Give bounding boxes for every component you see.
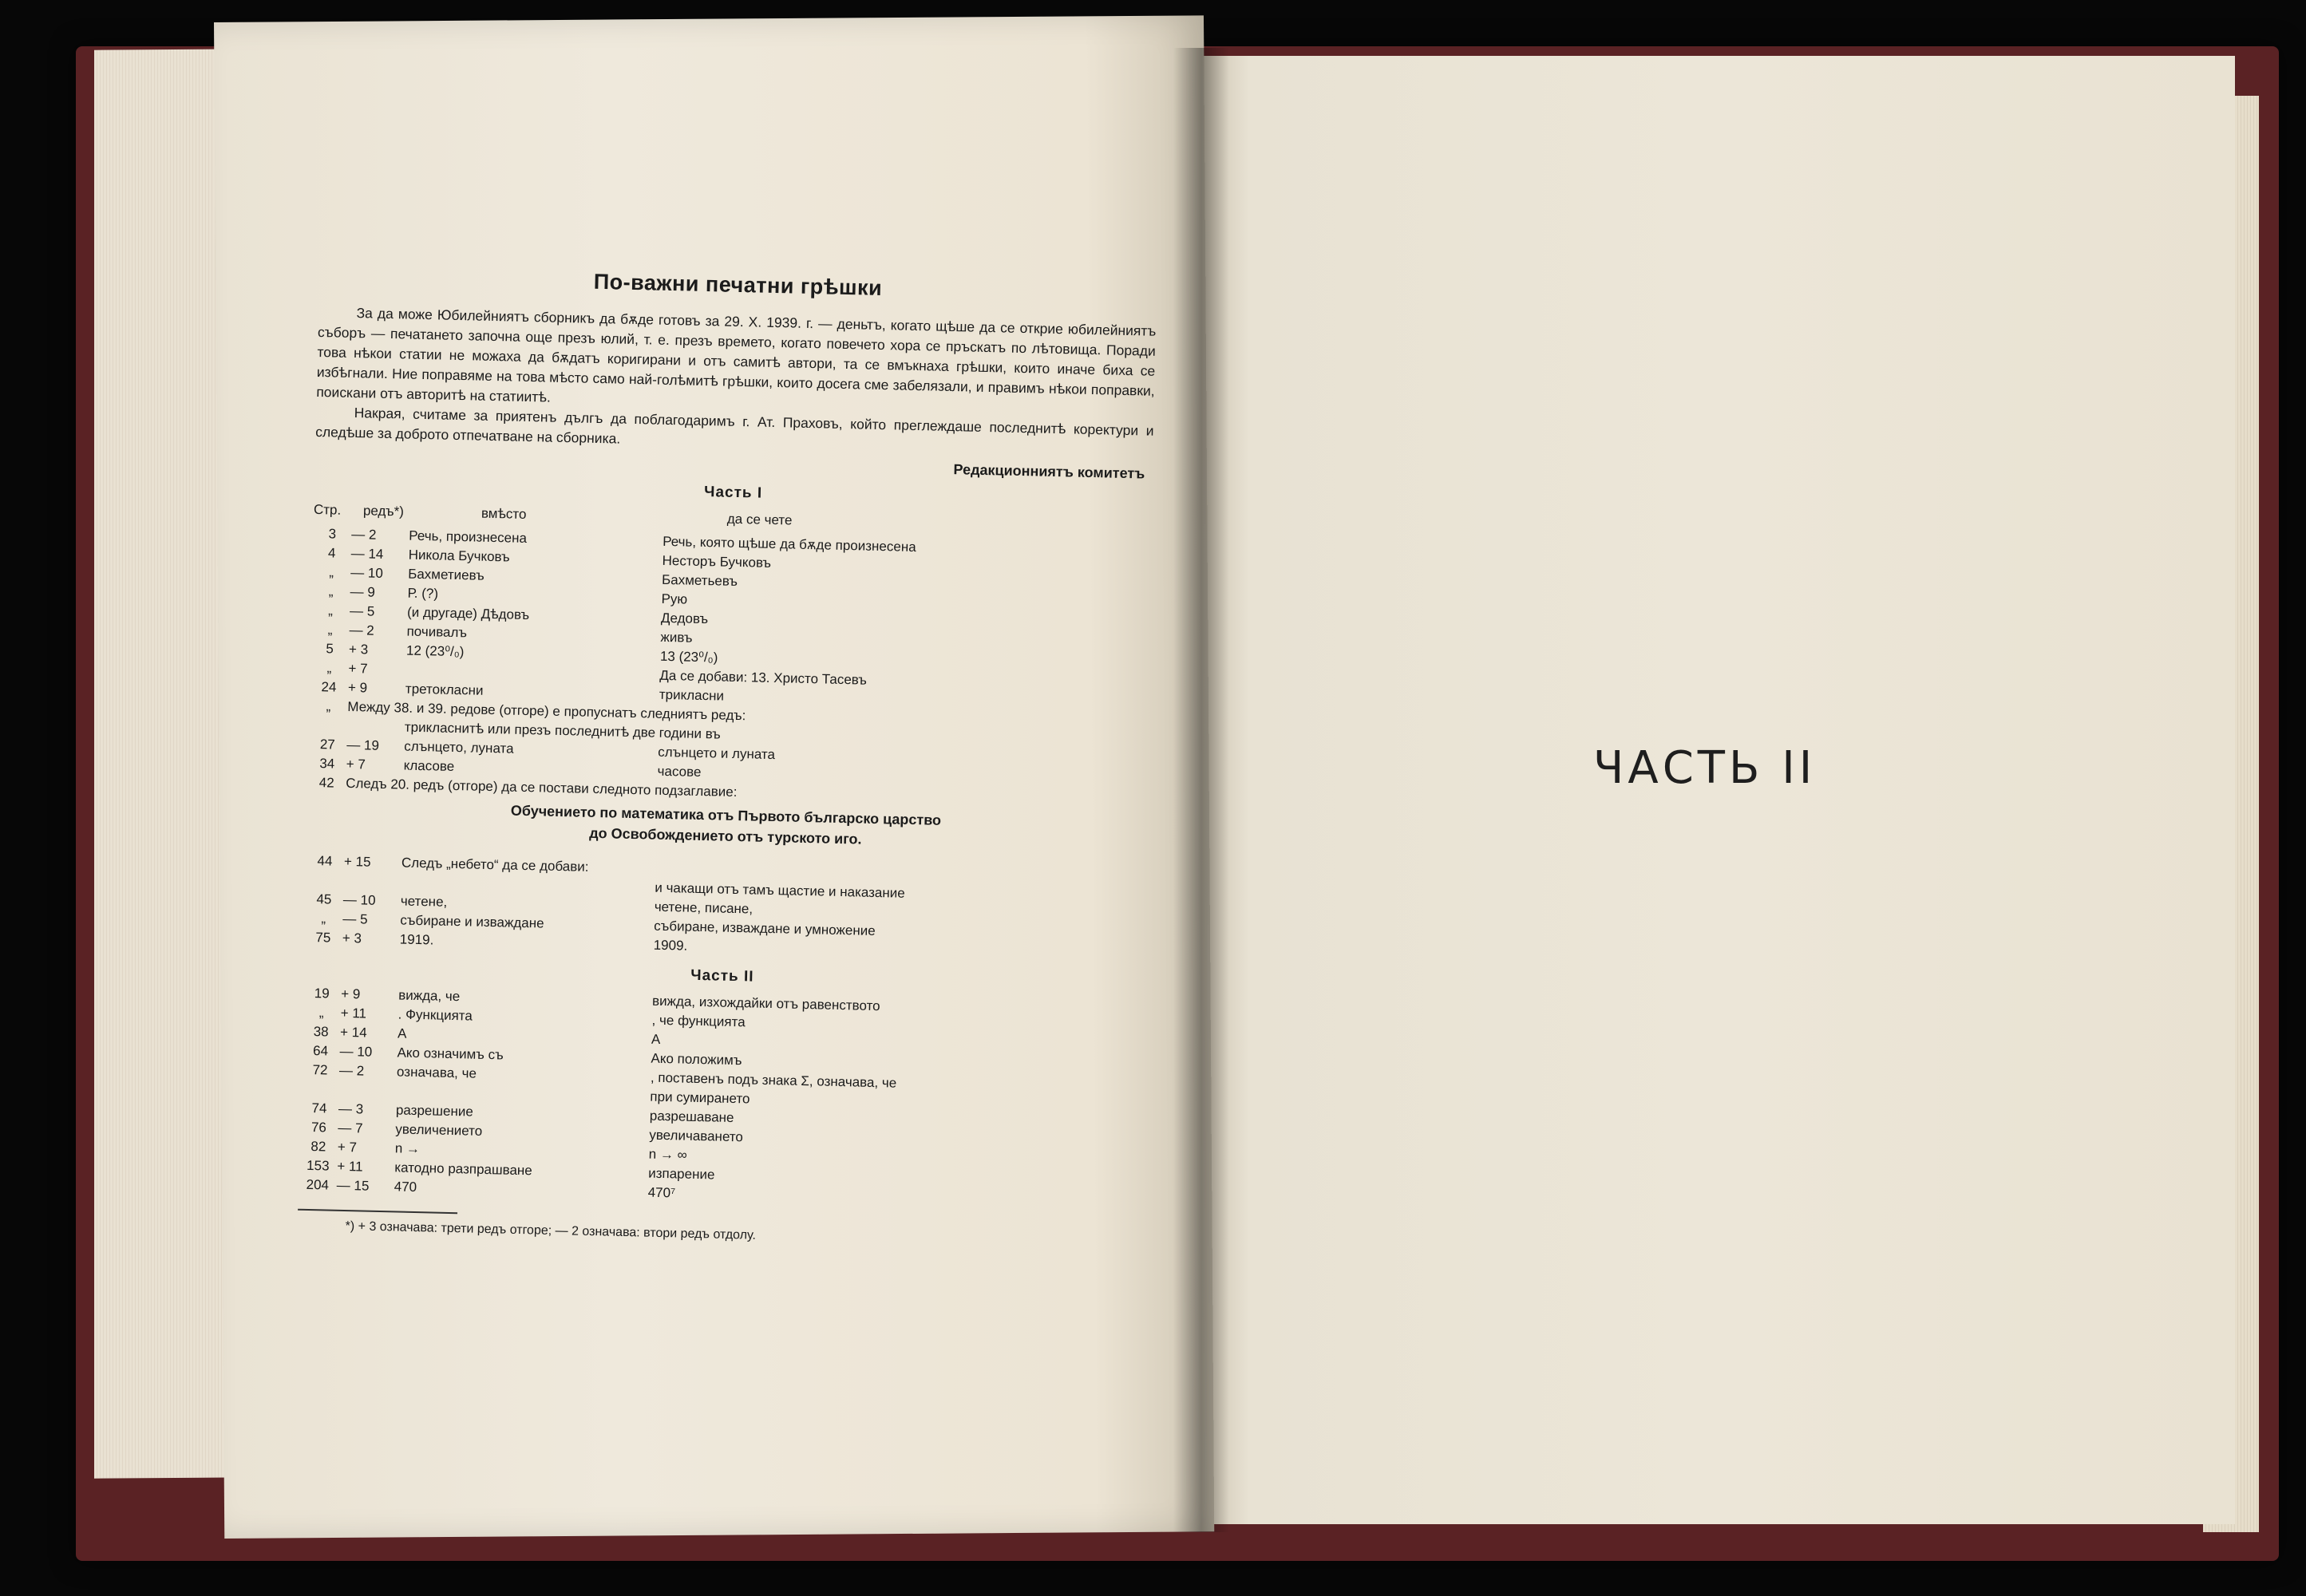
row-line: + 7 xyxy=(337,1139,358,1156)
row-line xyxy=(338,1080,397,1101)
row-line: — 14 xyxy=(350,545,384,562)
row-line: — 5 xyxy=(342,911,368,927)
part2-heading: Часть II xyxy=(690,966,754,986)
row-read: Рую xyxy=(661,591,688,607)
col-line: редъ*) xyxy=(362,503,405,519)
row-page: „ xyxy=(321,911,326,926)
row-instead: означава, че xyxy=(396,1064,477,1081)
row-instead: Р. (?) xyxy=(407,585,439,602)
row-instead: увеличението xyxy=(395,1121,483,1139)
row-read: четене, писане, xyxy=(654,899,754,917)
row-line: — 5 xyxy=(349,602,375,619)
row-instead: слънцето, луната xyxy=(404,738,514,757)
row-instead: третокласни xyxy=(405,681,484,698)
row-read: Да се добави: 13. Христо Тасевъ xyxy=(659,667,868,688)
row-page: 5 xyxy=(326,641,334,657)
row-page: 4 xyxy=(327,545,336,561)
row-line xyxy=(343,871,401,892)
part1-rows-c xyxy=(304,851,1144,966)
row-read: разрешаване xyxy=(649,1108,734,1126)
row-instead: Никола Бучковъ xyxy=(408,547,510,565)
inserted-subtitle-line1: Обучението по математика отъ Първото българско царство xyxy=(510,802,942,828)
row-page: 34 xyxy=(319,756,335,772)
row-read: A xyxy=(651,1031,661,1047)
row-instead: почивалъ xyxy=(406,623,468,641)
row-instead: Бахметиевъ xyxy=(407,566,485,583)
row-line: + 11 xyxy=(340,1005,367,1021)
row-page xyxy=(305,871,344,891)
row-instead: A xyxy=(397,1025,407,1041)
row-read: Речь, която щѣше да бѫде произнесена xyxy=(662,533,916,555)
row-page: 153 xyxy=(306,1157,330,1174)
row-line: — 3 xyxy=(338,1100,364,1117)
col-read: да се чете xyxy=(726,511,793,528)
row-line: + 9 xyxy=(341,986,361,1002)
row-read: изпарение xyxy=(648,1165,715,1183)
row-read: живъ xyxy=(660,629,693,646)
row-page: „ xyxy=(328,583,334,599)
row-read: Бахметьевъ xyxy=(661,571,738,589)
row-read: при сумирането xyxy=(650,1088,750,1107)
row-read: , че функцията xyxy=(651,1012,746,1030)
row-line: + 14 xyxy=(339,1024,367,1041)
note-42-page: 42 xyxy=(318,775,334,791)
row-instead: вижда, че xyxy=(398,987,461,1005)
row-line: — 7 xyxy=(338,1120,363,1136)
row-page: 3 xyxy=(328,526,337,542)
row-instead: 1919. xyxy=(399,931,434,948)
part2-title: ЧАСТЬ II xyxy=(1593,742,1817,794)
row-page: „ xyxy=(327,622,333,638)
row-page: „ xyxy=(328,602,334,618)
row-read: 470⁷ xyxy=(647,1184,676,1201)
note-text: Между 38. и 39. редове (отгоре) е пропуснатъ следниятъ редъ: xyxy=(347,698,746,724)
row-instead: . Функцията xyxy=(398,1006,473,1024)
row-line: + 3 xyxy=(348,641,369,658)
intro-paragraph-2: Накрая, считаме за приятенъ дългъ да поблагодаримъ г. Ат. Праховъ, който преглеждаше последнитѣ коректури и следѣше за доброто отпечатване на сборника. xyxy=(314,405,1154,447)
row-read: Дедовъ xyxy=(660,610,709,627)
row-read: слънцето и луната xyxy=(658,744,776,763)
part2-rows xyxy=(299,984,1141,1214)
row-instead: Следъ „небето“ да се добави: xyxy=(401,855,589,875)
row-page: 64 xyxy=(312,1043,329,1059)
row-line: — 10 xyxy=(339,1043,373,1060)
inserted-subtitle-line2: до Освобождението отъ турското иго. xyxy=(588,824,862,847)
row-page: 44 xyxy=(317,853,333,869)
row-line: — 10 xyxy=(350,564,384,581)
row-read: часове xyxy=(657,763,702,780)
row-line: — 2 xyxy=(351,527,377,543)
col-page: Стр. xyxy=(313,501,342,518)
errata-intro xyxy=(315,302,1157,461)
row-read: вижда, изхождайки отъ равенството xyxy=(651,993,880,1014)
row-line: + 3 xyxy=(342,930,362,946)
row-instead: Ако означимъ съ xyxy=(397,1045,504,1063)
errata-text xyxy=(297,263,1157,1252)
row-read: , поставенъ подъ знака Σ, означава, че xyxy=(650,1069,897,1091)
row-read: Несторъ Бучковъ xyxy=(662,552,772,571)
intro-paragraph-1: За да може Юбилейниятъ сборникъ да бѫде готовъ за 29. X. 1939. г. — деньтъ, когато щѣше да се открие юбилейниятъ съборъ — печатането започна още презъ юлий, т. е. презъ времето, когато повечето хора се пръскатъ по лѣтовища. Поради това нѣкои статии не можаха да бѫдатъ коригирани и отъ самитѣ автори, та се вмъкнаха грѣшки, които иначе биха се избѣгнали. Ние поправяме на това мѣсто само най-голѣмитѣ грѣшки, които досега сме забелязали, и правимъ нѣкои поправки, поискани отъ авторитѣ на статиитѣ. xyxy=(316,305,1157,405)
errata-title: По-важни печатни грѣшки xyxy=(593,269,883,301)
row-page xyxy=(300,1080,339,1100)
row-read: увеличаването xyxy=(649,1127,744,1145)
row-read: n → ∞ xyxy=(648,1146,688,1163)
row-instead: 12 (23⁰/₀) xyxy=(405,642,465,660)
editorial-committee: Редакционниятъ комитетъ xyxy=(953,461,1145,482)
row-instead: събиране и изваждане xyxy=(400,912,544,931)
row-page: 72 xyxy=(312,1062,328,1078)
col-instead: вмѣсто xyxy=(481,505,527,522)
row-page: 27 xyxy=(319,737,335,753)
row-line: — 15 xyxy=(336,1177,370,1194)
row-page: 74 xyxy=(311,1100,327,1116)
note-42-text: Следъ 20. редъ (отгоре) да се постави следното подзаглавие: xyxy=(346,775,738,800)
row-line: — 10 xyxy=(342,891,376,908)
row-instead: катодно разпрашване xyxy=(394,1159,532,1179)
row-page: 204 xyxy=(306,1176,330,1193)
row-instead: класове xyxy=(403,757,455,774)
row-line: — 2 xyxy=(349,622,374,638)
footnote-rule xyxy=(298,1209,457,1215)
row-line: + 11 xyxy=(337,1158,363,1175)
row-read: и чакащи отъ тамъ щастие и наказание xyxy=(655,879,905,901)
row-page: 45 xyxy=(316,891,332,907)
row-page: 75 xyxy=(315,930,331,946)
row-instead: 470 xyxy=(394,1179,417,1195)
row-line: + 7 xyxy=(346,756,366,772)
row-instead: разрешение xyxy=(395,1102,474,1120)
row-page: „ xyxy=(329,564,334,580)
row-line: + 9 xyxy=(347,679,368,696)
row-instead: Речь, произнесена xyxy=(409,527,528,546)
note-page: „ xyxy=(326,698,331,714)
row-page: „ xyxy=(318,1005,324,1021)
row-read: 13 (23⁰/₀) xyxy=(659,648,718,666)
row-instead: n → xyxy=(394,1140,421,1157)
row-line: — 2 xyxy=(338,1062,365,1079)
row-line: + 15 xyxy=(343,853,371,870)
row-page: 82 xyxy=(310,1139,326,1155)
row-read: събиране, изваждане и умножение xyxy=(654,918,876,939)
row-line: — 19 xyxy=(346,737,380,753)
inserted-line: трикласнитѣ или презъ последнитѣ две години въ xyxy=(404,719,722,742)
row-page: 38 xyxy=(313,1024,329,1040)
row-read: 1909. xyxy=(653,937,688,954)
row-page: 76 xyxy=(310,1120,327,1136)
footnote: *) + 3 означава: трети редъ отгоре; — 2 означава: втори редъ отдолу. xyxy=(345,1219,757,1242)
part1-rows xyxy=(310,524,1152,716)
row-page: 19 xyxy=(314,986,330,1001)
book-gutter xyxy=(1173,48,1229,1532)
part1-heading: Часть I xyxy=(703,484,763,502)
row-page: 24 xyxy=(321,679,337,695)
row-line: + 7 xyxy=(348,660,368,677)
row-line: — 9 xyxy=(350,583,376,600)
row-instead: четене, xyxy=(400,893,448,910)
row-page: „ xyxy=(326,660,332,676)
row-read: трикласни xyxy=(659,686,725,704)
row-instead: (и другаде) Дѣдовъ xyxy=(406,604,530,623)
row-read: Ако положимъ xyxy=(651,1050,742,1069)
